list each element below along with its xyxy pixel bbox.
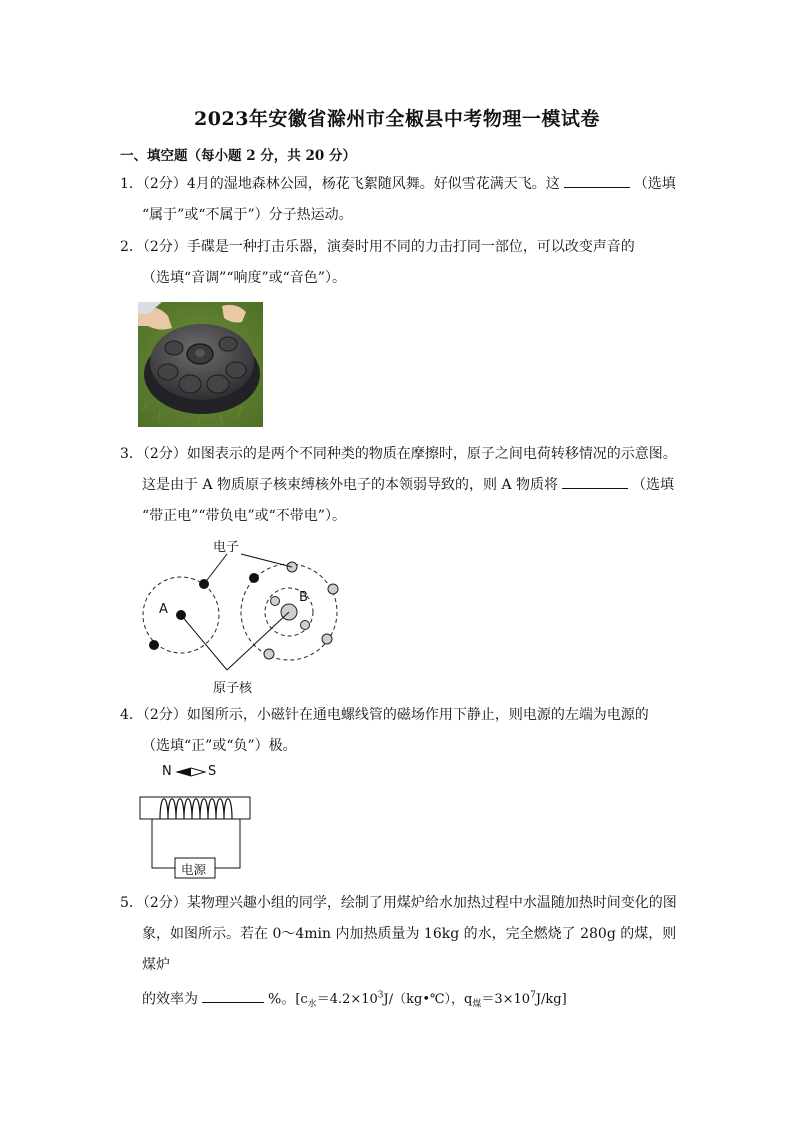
q3-line2-end: （选填 [632,477,675,493]
c-exponent: 3 [377,991,384,1001]
q5-percent-unit: %。 [268,991,296,1008]
q3-line2: 这是由于 A 物质原子核束缚核外电子的本领弱导致的，则 A 物质将 [142,477,559,493]
question-4 [120,700,680,762]
atom-b-label: B [299,590,308,605]
q5-answer-blank[interactable] [202,1001,264,1003]
atom-diagram [135,532,385,697]
q5-constants [295,991,567,1010]
q5-line2: 象，如图所示。若在 0～4min 内加热质量为 16kg 的水，完全燃烧了 280g 的煤，则煤炉 [142,926,677,973]
atom-b-electron [301,621,310,630]
atom-b-electron-gained [249,573,259,583]
q4-line2: （选填“正”或“负”）极。 [142,738,297,754]
c-subscript: 水 [307,999,317,1010]
q-unit: J/kg] [535,992,567,1008]
power-supply-label: 电源 [181,862,207,877]
q3-line3: “带正电”“带负电”或“不带电”）。 [142,508,346,524]
electron-label: 电子 [213,540,240,555]
q1-line1: 1．（2分）4月的湿地森林公园，杨花飞絮随风舞。好似雪花满天飞。这 [120,176,560,192]
handpan-photo [138,302,263,427]
q2-line2: （选填“音调”“响度”或“音色”）。 [142,270,346,286]
atom-b-electron [264,649,274,659]
question-2 [120,232,680,294]
section-heading: 一、填空题（每小题 2 分，共 20 分） [120,148,356,164]
q-value: ＝3×10 [481,992,531,1008]
atom-a-label: A [159,602,168,617]
solenoid-diagram [135,762,255,880]
atom-b-electron [271,597,280,606]
south-pole-label: S [208,764,217,779]
atom-b-electron [328,584,338,594]
atom-b-electron [322,634,332,644]
solenoid-core [140,797,250,819]
c-prefix: [c [295,992,308,1008]
q1-line2: “属于”或“不属于”）分子热运动。 [142,207,353,223]
q1-answer-blank[interactable] [564,186,630,188]
q4-line1: 4．（2分）如图所示，小磁针在通电螺线管的磁场作用下静止，则电源的左端为电源的 [120,707,649,723]
question-5 [120,888,680,1021]
atom-a-electron [149,640,159,650]
c-value: ＝4.2×10 [316,992,378,1008]
exam-title: 2023年安徽省滁州市全椒县中考物理一模试卷 [194,108,600,130]
q5-line1: 5．（2分）某物理兴趣小组的同学，绘制了用煤炉给水加热过程中水温随加热时间变化的图 [120,895,677,911]
q1-line1-end: （选填 [633,176,676,192]
q3-answer-blank[interactable] [562,487,628,489]
q-subscript: 煤 [472,999,482,1010]
question-3 [120,439,680,532]
q2-line1: 2．（2分）手碟是一种打击乐器，演奏时用不同的力击打同一部位，可以改变声音的 [120,239,635,255]
nucleus-label: 原子核 [213,681,253,696]
q5-line3: 的效率为 [142,991,198,1008]
q-exponent: 7 [530,991,536,1001]
q3-line1: 3．（2分）如图表示的是两个不同种类的物质在摩擦时，原子之间电荷转移情况的示意图。 [120,446,677,462]
north-pole-label: N [162,764,172,779]
question-1 [120,169,680,231]
c-unit: J/（kg•℃），q [383,992,473,1008]
